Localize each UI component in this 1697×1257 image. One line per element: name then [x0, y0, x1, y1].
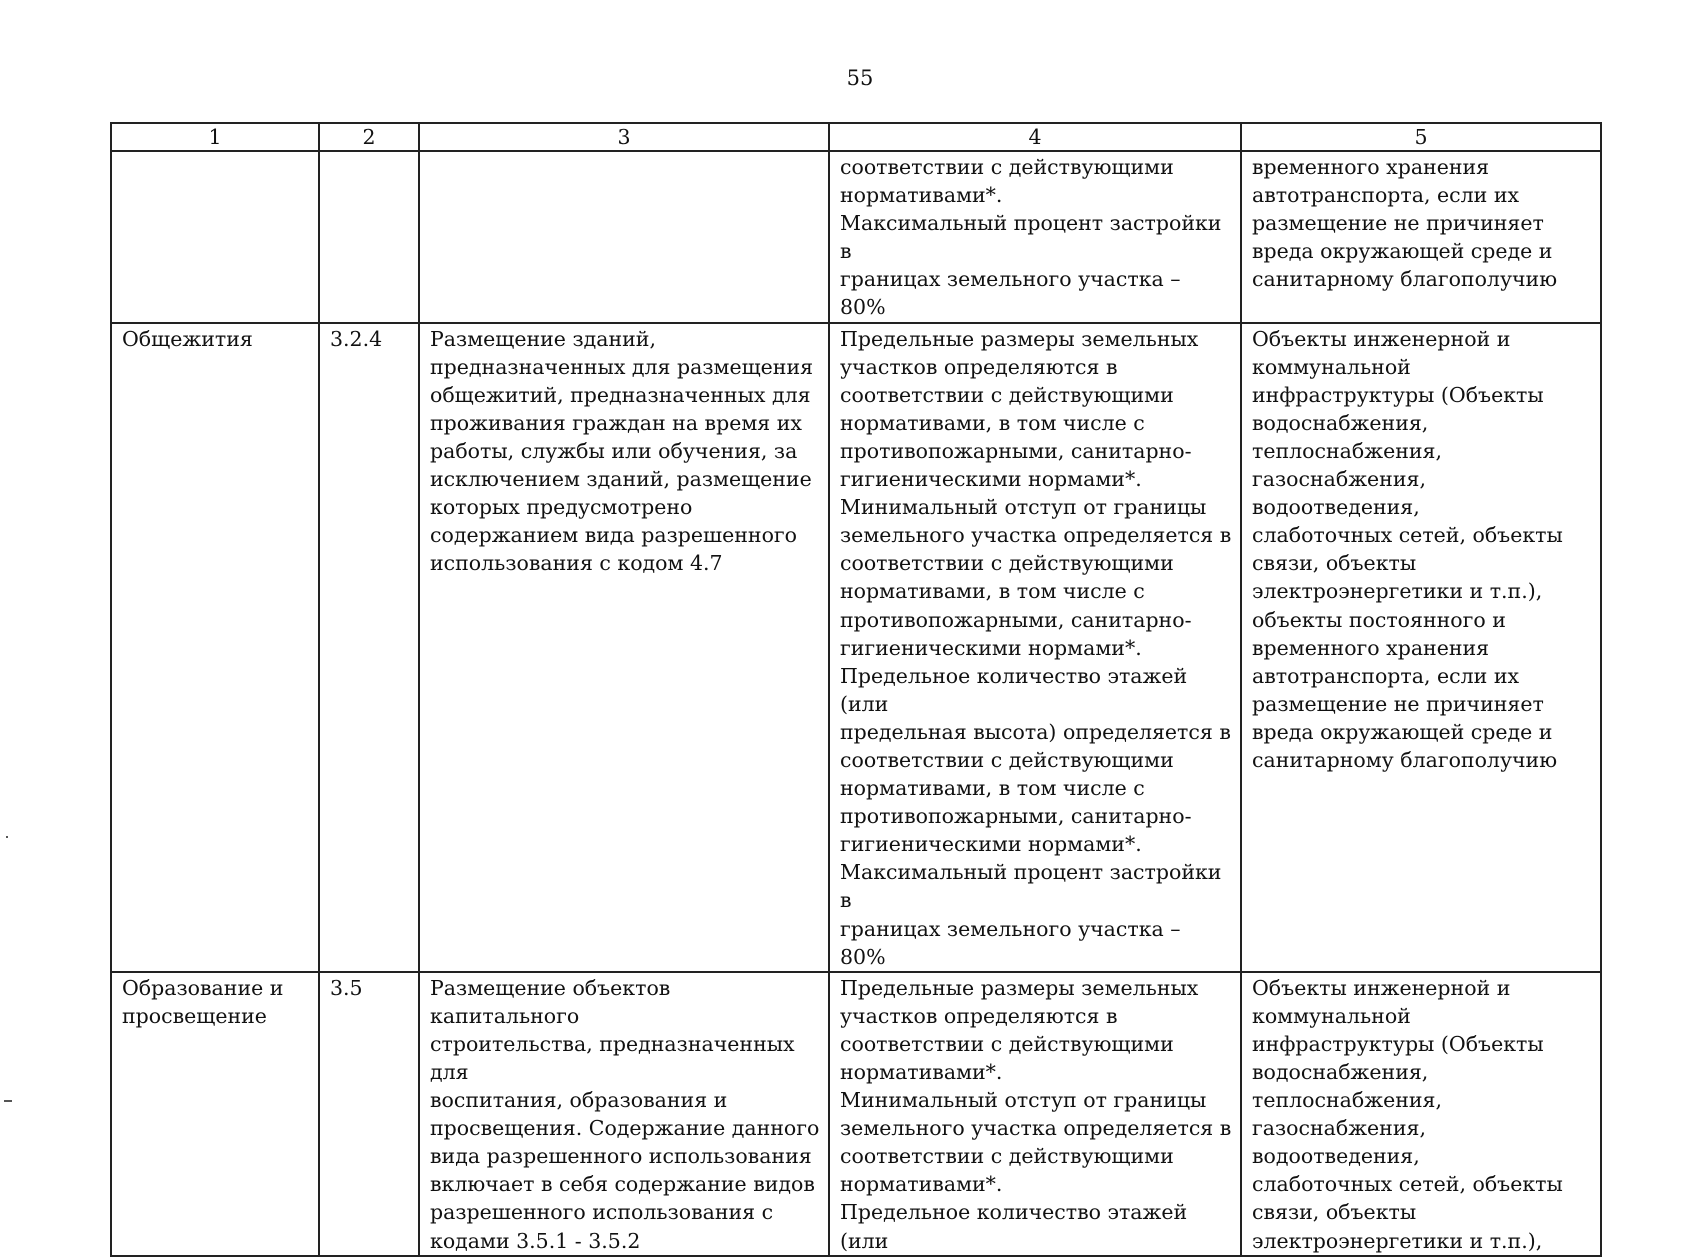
auxiliary-uses-cell: временного хранения автотранспорта, если их размещение не причиняет вреда окружающей среде и санитарному благополучию [1241, 151, 1601, 323]
table-row [111, 151, 1601, 323]
use-code-cell: 3.5 [319, 972, 419, 1256]
use-name-cell [111, 151, 319, 323]
table-row [111, 323, 1601, 972]
use-name-cell: Образование и просвещение [111, 972, 319, 1256]
use-code-cell [319, 151, 419, 323]
column-header: 2 [319, 123, 419, 151]
table-row [111, 972, 1601, 1256]
scan-mark [4, 1100, 12, 1102]
use-name-cell: Общежития [111, 323, 319, 972]
parameters-cell: Предельные размеры земельных участков определяются в соответствии с действующими нормативами*. Минимальный отступ от границы земельного участка определяется в соответствии с действующими нормативами*. Предельное количество этажей (или [829, 972, 1241, 1256]
use-code-cell: 3.2.4 [319, 323, 419, 972]
header-row [111, 123, 1601, 151]
scan-mark [6, 836, 8, 838]
parameters-cell: Предельные размеры земельных участков определяются в соответствии с действующими нормативами, в том числе с противопожарными, санитарно- гигиеническими нормами*. Минимальный отступ от границы земельного участка определяется в соответствии с действующими нормативами, в том числе с противопожарными, санитарно- гигиеническими нормами*. Предельное количество этажей (или предельная высота) определяется в соответствии с действующими нормативами, в том числе с противопожарными, санитарно- гигиеническими нормами*. Максимальный процент застройки в границах земельного участка – 80% [829, 323, 1241, 972]
regulations-table [110, 122, 1602, 1257]
auxiliary-uses-cell: Объекты инженерной и коммунальной инфраструктуры (Объекты водоснабжения, теплоснабжения, газоснабжения, водоотведения, слаботочных сетей, объекты связи, объекты электроэнергетики и т.п.), [1241, 972, 1601, 1256]
use-description-cell [419, 151, 829, 323]
use-description-cell: Размещение объектов капитального строительства, предназначенных для воспитания, образования и просвещения. Содержание данного вида разрешенного использования включает в себя содержание видов разрешенного использования с кодами 3.5.1 - 3.5.2 [419, 972, 829, 1256]
column-header: 5 [1241, 123, 1601, 151]
auxiliary-uses-cell: Объекты инженерной и коммунальной инфраструктуры (Объекты водоснабжения, теплоснабжения, газоснабжения, водоотведения, слаботочных сетей, объекты связи, объекты электроэнергетики и т.п.), объекты постоянного и временного хранения автотранспорта, если их размещение не причиняет вреда окружающей среде и санитарному благополучию [1241, 323, 1601, 972]
page-number: 55 [846, 66, 874, 90]
parameters-cell: соответствии с действующими нормативами*. Максимальный процент застройки в границах земельного участка – 80% [829, 151, 1241, 323]
column-header: 1 [111, 123, 319, 151]
use-description-cell: Размещение зданий, предназначенных для размещения общежитий, предназначенных для проживания граждан на время их работы, службы или обучения, за исключением зданий, размещение которых предусмотрено содержанием вида разрешенного использования с кодом 4.7 [419, 323, 829, 972]
column-header: 3 [419, 123, 829, 151]
column-header: 4 [829, 123, 1241, 151]
